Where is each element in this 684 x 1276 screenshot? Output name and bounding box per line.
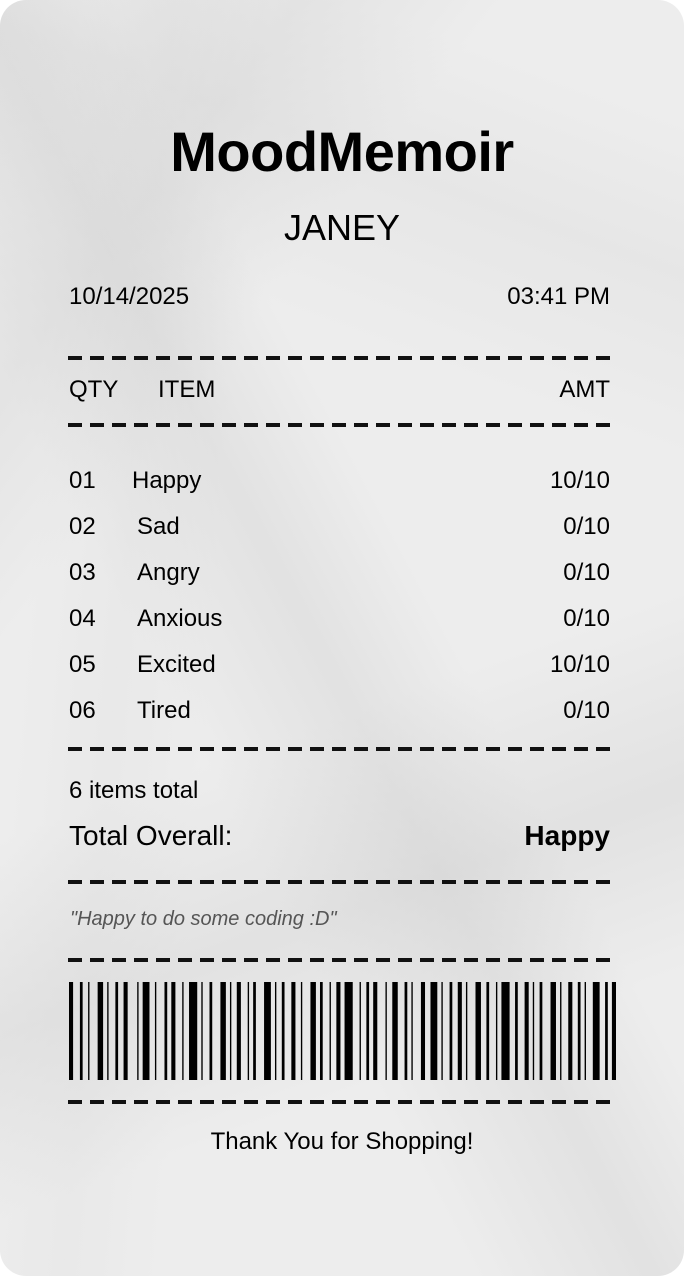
list-item	[69, 504, 610, 550]
barcode-bar	[88, 982, 89, 1080]
barcode-bar	[171, 982, 175, 1080]
total-row	[69, 822, 610, 850]
barcode-bar	[69, 982, 73, 1080]
barcode-bar	[612, 982, 616, 1080]
divider	[68, 747, 616, 751]
user-name: JANEY	[283, 207, 401, 248]
item-amt: 0/10	[563, 605, 610, 632]
barcode-bar	[578, 982, 581, 1080]
barcode-bar	[107, 982, 108, 1080]
amt-header: AMT	[559, 376, 610, 403]
barcode-bar	[137, 982, 138, 1080]
item-amt: 0/10	[563, 513, 610, 540]
item-amt: 10/10	[549, 467, 610, 494]
item-amt: 10/10	[549, 651, 610, 678]
barcode-bar	[164, 982, 167, 1080]
barcode-bar	[143, 982, 150, 1080]
barcode-bar	[210, 982, 213, 1080]
barcode-bar	[430, 982, 437, 1080]
barcode-bar	[568, 982, 572, 1080]
barcode-bar	[275, 982, 276, 1080]
barcode-bar	[411, 982, 412, 1080]
item-qty: 01	[69, 467, 96, 494]
barcode-bar	[330, 982, 331, 1080]
divider	[68, 356, 616, 360]
barcode-bar	[525, 982, 529, 1080]
barcode-bar	[585, 982, 586, 1080]
barcode-bar	[291, 982, 295, 1080]
barcode-bar	[237, 982, 241, 1080]
barcode-bar	[310, 982, 315, 1080]
barcode-bar	[458, 982, 462, 1080]
barcode-bar	[605, 982, 608, 1080]
barcode-bar	[450, 982, 453, 1080]
barcode-bar	[320, 982, 323, 1080]
barcode-bar	[264, 982, 271, 1080]
item-name: Sad	[137, 513, 180, 540]
qty-header: QTY	[69, 376, 119, 403]
barcode-bar	[366, 982, 369, 1080]
barcode-bar	[248, 982, 249, 1080]
barcode	[69, 982, 616, 1080]
barcode-bar	[155, 982, 156, 1080]
barcode-bar	[593, 982, 600, 1080]
barcode-bar	[360, 982, 361, 1080]
barcode-bar	[282, 982, 285, 1080]
item-qty: 06	[69, 697, 96, 724]
barcode-bar	[115, 982, 118, 1080]
barcode-bar	[392, 982, 397, 1080]
barcode-bar	[533, 982, 534, 1080]
list-item	[69, 642, 610, 688]
column-header	[69, 378, 610, 402]
barcode-bar	[182, 982, 183, 1080]
barcode-bar	[345, 982, 353, 1080]
barcode-bar	[466, 982, 467, 1080]
barcode-bar	[189, 982, 197, 1080]
item-qty: 03	[69, 559, 96, 586]
date-time-row	[69, 285, 610, 309]
divider	[68, 958, 616, 962]
barcode-bar	[385, 982, 386, 1080]
total-value: Happy	[524, 820, 610, 851]
item-qty: 05	[69, 651, 96, 678]
barcode-bar	[230, 982, 231, 1080]
barcode-bar	[441, 982, 442, 1080]
list-item	[69, 688, 610, 734]
barcode-bar	[98, 982, 103, 1080]
item-name: Angry	[137, 559, 200, 586]
item-name: Happy	[132, 467, 202, 494]
barcode-bar	[551, 982, 556, 1080]
item-qty: 02	[69, 513, 96, 540]
barcode-bar	[475, 982, 480, 1080]
mood-note: "Happy to do some coding :D"	[70, 908, 337, 930]
barcode-bar	[301, 982, 302, 1080]
item-amt: 0/10	[563, 559, 610, 586]
mood-item-list	[69, 458, 610, 734]
item-qty: 04	[69, 605, 96, 632]
list-item	[69, 458, 610, 504]
barcode-bar	[421, 982, 425, 1080]
barcode-bar	[515, 982, 518, 1080]
divider	[68, 880, 616, 884]
barcode-bar	[486, 982, 489, 1080]
barcode-bar	[253, 982, 256, 1080]
receipt-date: 10/14/2025	[69, 283, 190, 310]
item-amt: 0/10	[563, 697, 610, 724]
item-name: Tired	[137, 697, 191, 724]
barcode-bar	[540, 982, 543, 1080]
item-count: 6 items total	[69, 777, 199, 804]
item-header: ITEM	[158, 376, 216, 403]
item-name: Excited	[137, 651, 216, 678]
barcode-bar	[201, 982, 202, 1080]
item-name: Anxious	[137, 605, 223, 632]
thank-you-message: Thank You for Shopping!	[210, 1128, 474, 1155]
barcode-bar	[405, 982, 408, 1080]
barcode-bar	[124, 982, 128, 1080]
receipt-time: 03:41 PM	[507, 283, 610, 310]
divider	[68, 1100, 616, 1104]
total-label: Total Overall:	[69, 820, 233, 851]
divider	[68, 423, 616, 427]
barcode-bar	[560, 982, 561, 1080]
item-count-row	[69, 779, 610, 803]
barcode-bar	[501, 982, 509, 1080]
barcode-bar	[220, 982, 225, 1080]
list-item	[69, 550, 610, 596]
barcode-bar	[496, 982, 497, 1080]
list-item	[69, 596, 610, 642]
app-title: MoodMemoir	[170, 120, 514, 183]
barcode-bar	[336, 982, 340, 1080]
barcode-bar	[80, 982, 83, 1080]
barcode-bar	[373, 982, 377, 1080]
